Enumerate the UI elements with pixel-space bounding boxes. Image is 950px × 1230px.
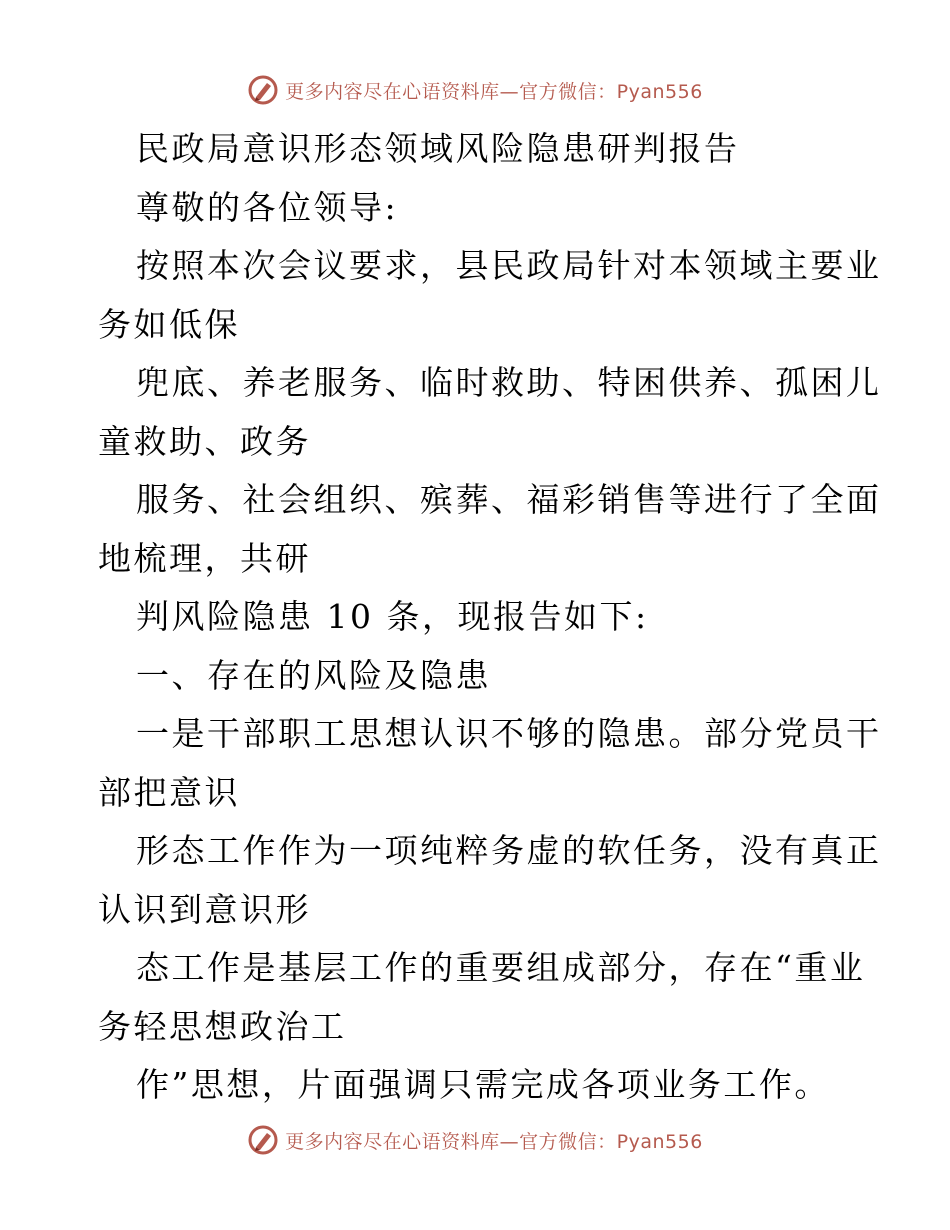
text-line: 认识到意识形 xyxy=(98,889,311,929)
watermark-text: 更多内容尽在心语资料库—官方微信：Pyan556 xyxy=(285,80,703,103)
text-line: 一、存在的风险及隐患 xyxy=(136,655,491,695)
text-line: 一是干部职工思想认识不够的隐患。部分党员干 xyxy=(136,714,882,753)
text-line: 部把意识 xyxy=(98,772,240,812)
text-line: 态工作是基层工作的重要组成部分，存在“重业 xyxy=(136,948,866,987)
text-line: 兜底、养老服务、临时救助、特困供养、孤困儿 xyxy=(136,363,882,402)
watermark-banner-bottom xyxy=(0,1120,950,1160)
text-line: 判风险隐患 10 条，现报告如下: xyxy=(136,597,649,636)
pen-circle-logo-icon xyxy=(247,74,279,106)
text-line: 务轻思想政治工 xyxy=(98,1006,347,1046)
text-line: 务如低保 xyxy=(98,304,240,344)
text-line: 民政局意识形态领域风险隐患研判报告 xyxy=(136,129,740,168)
text-line: 服务、社会组织、殡葬、福彩销售等进行了全面 xyxy=(136,480,882,519)
document-body xyxy=(98,120,882,1115)
watermark-text: 更多内容尽在心语资料库—官方微信：Pyan556 xyxy=(285,1130,703,1153)
text-line: 地梳理，共研 xyxy=(98,538,311,578)
text-line: 尊敬的各位领导: xyxy=(136,187,399,227)
text-line: 按照本次会议要求，县民政局针对本领域主要业 xyxy=(136,246,882,285)
text-line: 形态工作作为一项纯粹务虚的软任务，没有真正 xyxy=(136,831,882,870)
text-line: 童救助、政务 xyxy=(98,421,311,461)
watermark-banner-top xyxy=(0,70,950,110)
text-line: 作”思想，片面强调只需完成各项业务工作。 xyxy=(136,1065,830,1104)
pen-circle-logo-icon xyxy=(247,1124,279,1156)
